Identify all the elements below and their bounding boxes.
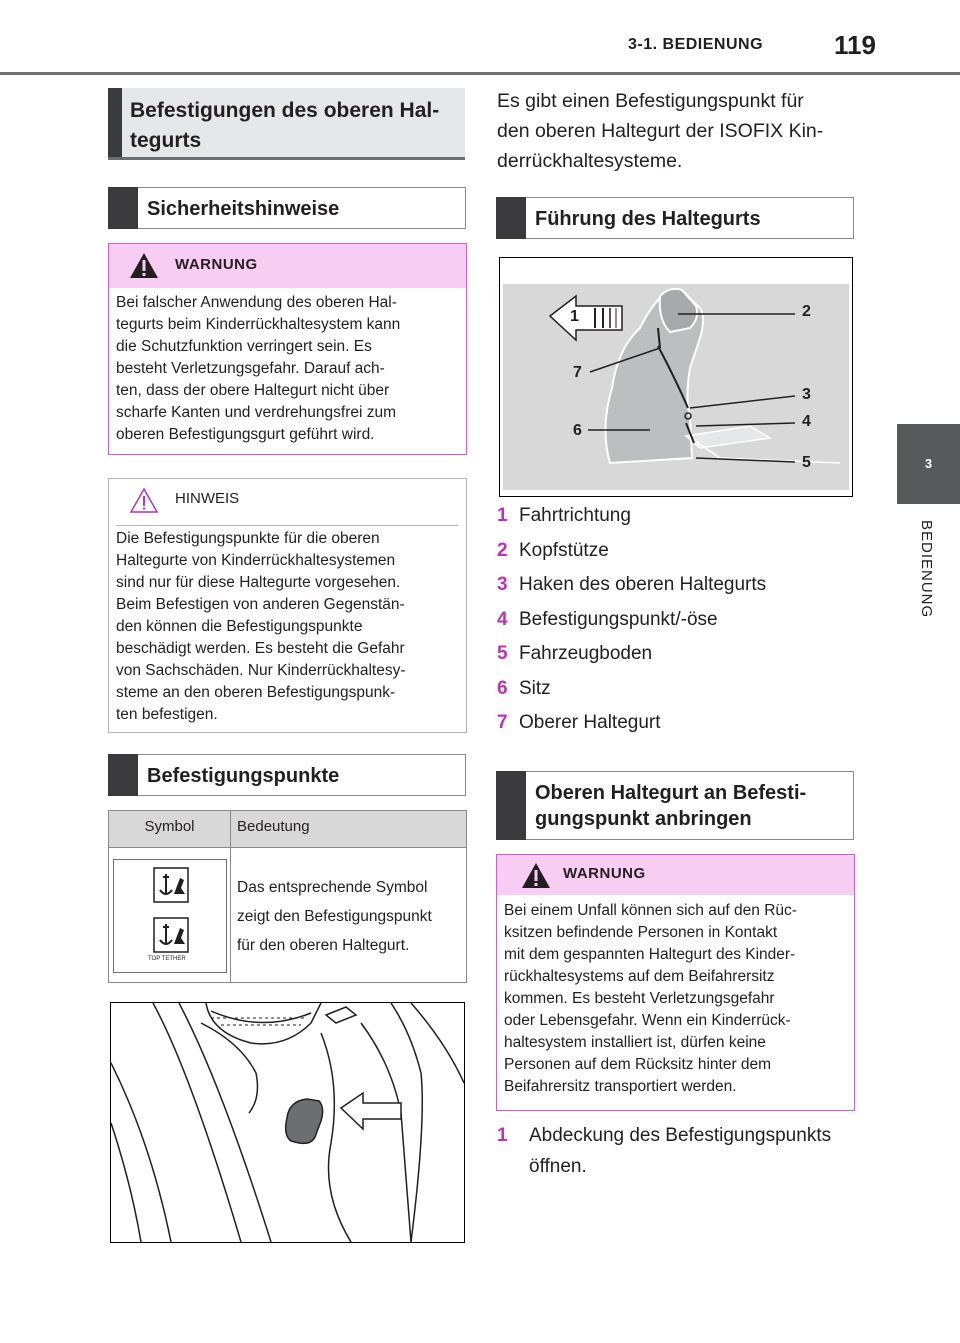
list-item xyxy=(497,539,857,574)
legend-number: 4 xyxy=(497,608,508,630)
warning-triangle-icon xyxy=(521,862,551,889)
figure-label-1: 1 xyxy=(570,308,579,325)
table-divider xyxy=(230,811,231,982)
note-box xyxy=(108,478,467,733)
step-number: 1 xyxy=(497,1125,508,1146)
warning-box xyxy=(496,854,855,1111)
legend-text: Kopfstütze xyxy=(519,539,609,561)
list-item xyxy=(497,573,857,608)
page-number: 119 xyxy=(834,30,876,60)
symbol-table xyxy=(108,810,467,983)
legend-number: 5 xyxy=(497,643,508,664)
step-item xyxy=(497,1120,857,1182)
note-header xyxy=(109,479,466,517)
step-text: Abdeckung des Befestigungspunkts öffnen. xyxy=(529,1125,832,1177)
anchor-location-illustration xyxy=(110,1002,465,1243)
note-label: HINWEIS xyxy=(175,490,240,507)
heading-bar xyxy=(108,187,138,229)
tether-routing-figure xyxy=(499,257,853,497)
heading-safety-text: Sicherheitshinweise xyxy=(147,198,340,220)
heading-attach-text: Oberen Haltegurt an Befesti- gungspunkt anbringen xyxy=(535,782,807,830)
heading-bar xyxy=(496,197,526,239)
legend-text: Sitz xyxy=(519,677,551,699)
heading-bar xyxy=(108,754,138,796)
warning-text: Bei einem Unfall können sich auf den Rüc- ksitzen befindende Personen in Kontakt mit dem gespannten Haltegurt des Kinder- rückhaltesystems auf dem Beifahrersitz kommen. Es besteht Verletzungsgefahr oder Lebensgefahr. Wenn ein Kinderrück- haltesystem installiert ist, dürfen keine Personen auf dem Rücksitz hinter dem Beifahrersitz transportiert werden. xyxy=(504,902,797,1095)
legend-number: 7 xyxy=(497,712,508,733)
legend-text: Oberer Haltegurt xyxy=(519,712,661,733)
table-meaning-text: Das entsprechende Symbol zeigt den Befestigungspunkt für den oberen Haltegurt. xyxy=(237,879,432,954)
figure-legend xyxy=(497,504,857,746)
warning-header xyxy=(109,244,466,288)
top-tether-symbol xyxy=(113,859,227,973)
intro-paragraph: Es gibt einen Befestigungspunkt für den oberen Haltegurt der ISOFIX Kin- derrückhaltesysteme. xyxy=(497,90,824,172)
main-heading-text: Befestigungen des oberen Hal- tegurts xyxy=(130,99,440,152)
legend-number: 2 xyxy=(497,539,508,561)
table-header-meaning: Bedeutung xyxy=(231,811,466,847)
header-rule xyxy=(0,72,960,75)
table-divider xyxy=(109,847,466,848)
table-header-symbol: Symbol xyxy=(109,811,230,847)
warning-label: WARNUNG xyxy=(175,256,258,273)
list-item xyxy=(497,642,857,677)
warning-text: Bei falscher Anwendung des oberen Hal- tegurts beim Kinderrückhaltesystem kann die Schutzfunktion verringert sein. Es besteht Verletzungsgefahr. Darauf ach- ten, dass der obere Haltegurt nicht über scharfe Kanten und verdrehungsfrei zum oberen Befestigungsgurt geführt wird. xyxy=(116,294,401,443)
figure-label-6: 6 xyxy=(573,422,582,439)
figure-label-2: 2 xyxy=(802,303,811,320)
figure-label-7: 7 xyxy=(573,364,582,381)
warning-label: WARNUNG xyxy=(563,865,646,882)
heading-bar xyxy=(108,88,122,157)
heading-points-text: Befestigungspunkte xyxy=(147,765,340,787)
warning-header xyxy=(497,855,854,895)
top-tether-caption: TOP TETHER xyxy=(148,956,186,962)
chapter-label: BEDIENUNG xyxy=(918,520,935,619)
heading-safety xyxy=(108,187,466,229)
heading-points xyxy=(108,754,466,796)
list-item xyxy=(497,1120,857,1182)
chapter-tab: 3 xyxy=(897,424,960,504)
legend-number: 3 xyxy=(497,574,508,595)
caution-triangle-icon xyxy=(129,487,159,514)
warning-triangle-icon xyxy=(129,252,159,279)
list-item xyxy=(497,504,857,539)
heading-attach xyxy=(496,771,854,840)
legend-text: Haken des oberen Haltegurts xyxy=(519,574,767,595)
list-item xyxy=(497,608,857,643)
list-item xyxy=(497,711,857,746)
figure-label-3: 3 xyxy=(802,386,811,403)
legend-number: 6 xyxy=(497,677,508,699)
heading-routing xyxy=(496,197,854,239)
note-text: Die Befestigungspunkte für die oberen Haltegurte von Kinderrückhaltesystemen sind nur für diese Haltegurte vorgesehen. Beim Befestigen von anderen Gegenstän- den können die Befestigungspunkte beschädigt werden. Es besteht die Gefahr von Sachschäden. Nur Kinderrückhaltesy- steme an den oberen Befestigungspunk- ten befestigen. xyxy=(116,525,458,726)
heading-bar xyxy=(496,771,526,840)
car-interior-drawing xyxy=(111,1003,464,1242)
legend-text: Fahrzeugboden xyxy=(519,643,653,664)
list-item xyxy=(497,677,857,712)
heading-routing-text: Führung des Haltegurts xyxy=(535,208,761,230)
figure-label-4: 4 xyxy=(802,413,811,430)
legend-number: 1 xyxy=(497,505,508,526)
section-title: 3-1. BEDIENUNG xyxy=(628,36,764,53)
main-heading xyxy=(108,88,465,160)
legend-text: Fahrtrichtung xyxy=(519,505,631,526)
figure-label-5: 5 xyxy=(802,454,811,471)
seat-diagram xyxy=(500,258,852,496)
warning-box xyxy=(108,243,467,455)
legend-text: Befestigungspunkt/-öse xyxy=(519,608,718,630)
